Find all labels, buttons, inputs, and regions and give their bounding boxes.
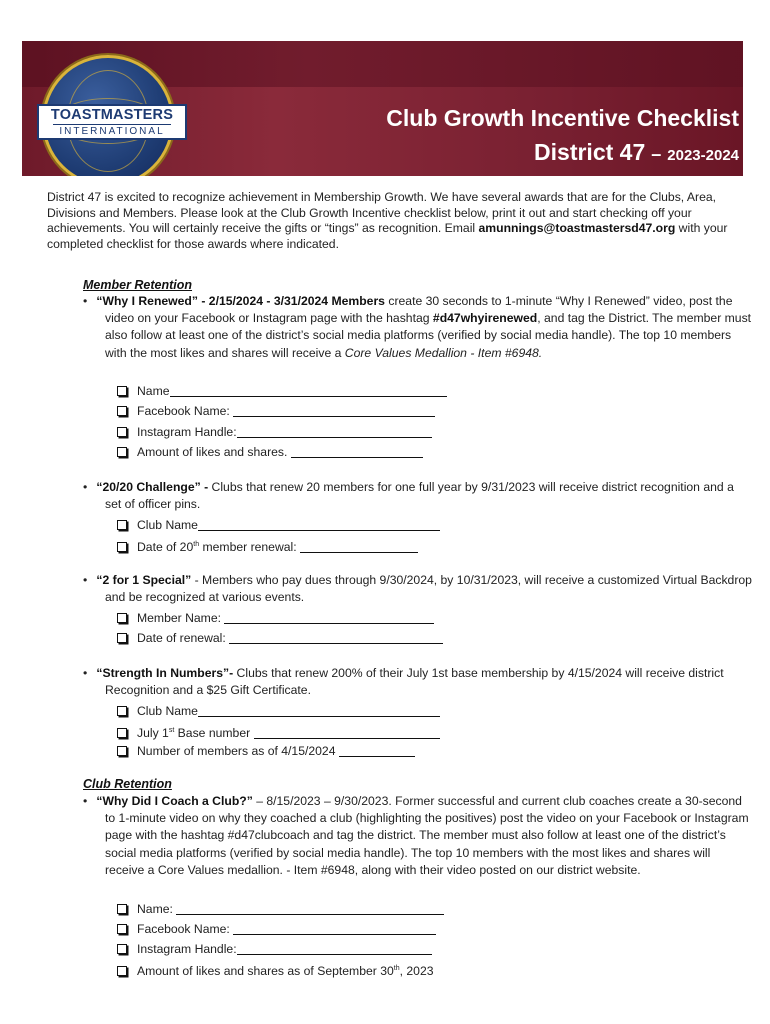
toastmasters-globe-logo [42, 55, 174, 176]
hashtag-text: #d47whyirenewed [432, 311, 538, 326]
checklist-item-club-name-2[interactable] [117, 703, 440, 719]
checklist-item-member-name[interactable] [117, 610, 434, 626]
superscript: th [193, 541, 200, 548]
check-label: Instagram Handle: [137, 942, 237, 956]
fill-in-line[interactable] [237, 943, 432, 955]
year-label: 2023-2024 [667, 147, 739, 164]
checkbox-icon[interactable] [117, 406, 127, 416]
fill-in-line[interactable] [229, 632, 443, 644]
superscript: th [393, 965, 400, 972]
fill-in-line[interactable] [233, 405, 435, 417]
checklist-item-coach-name[interactable] [117, 901, 444, 917]
logo-text-toastmasters: TOASTMASTERS [50, 107, 174, 123]
check-label: Facebook Name: [137, 922, 230, 936]
check-label: Instagram Handle: [137, 425, 237, 439]
checkbox-icon[interactable] [117, 944, 127, 954]
fill-in-line[interactable] [224, 612, 434, 624]
item-title: “Why Did I Coach a Club?” [96, 794, 253, 808]
bullet-icon: • [83, 480, 88, 494]
logo-text-international: INTERNATIONAL [53, 124, 171, 138]
section-heading-member-retention: Member Retention [83, 278, 193, 292]
list-item-strength-in-numbers [83, 665, 753, 699]
item-title: “20/20 Challenge” - [96, 480, 209, 494]
checklist-item-name[interactable] [117, 383, 447, 399]
checkbox-icon[interactable] [117, 924, 127, 934]
fill-in-line[interactable] [339, 745, 415, 757]
check-label: Member Name: [137, 611, 221, 625]
check-label-cont: member renewal: [199, 540, 297, 555]
checkbox-icon[interactable] [117, 728, 127, 738]
check-label: July 1 [137, 726, 169, 741]
fill-in-line[interactable] [198, 705, 440, 717]
fill-in-line[interactable] [291, 446, 423, 458]
logo-ribbon [37, 104, 187, 140]
checklist-item-coach-facebook[interactable] [117, 921, 436, 937]
intro-text-after: with your completed checklist for those awards where indicated. [47, 221, 728, 251]
check-label: Amount of likes and shares as of September 30 [137, 964, 394, 979]
fill-in-line[interactable] [237, 426, 432, 438]
header-banner [22, 41, 743, 176]
check-label: Amount of likes and shares. [137, 445, 288, 459]
list-item-why-coach-club [83, 793, 753, 879]
checkbox-icon[interactable] [117, 706, 127, 716]
title-dash: – [651, 144, 662, 164]
intro-paragraph [47, 190, 737, 252]
fill-in-line[interactable] [198, 519, 440, 531]
checklist-item-coach-instagram[interactable] [117, 941, 432, 957]
list-item-why-renewed [83, 293, 753, 362]
bullet-icon: • [83, 794, 88, 808]
fill-in-line[interactable] [233, 923, 436, 935]
item-title: “2 for 1 Special” [96, 573, 192, 587]
district-year-title [534, 139, 739, 166]
check-label-cont: Base number [174, 726, 251, 741]
fill-in-line[interactable] [254, 727, 440, 739]
check-label-cont: , 2023 [399, 964, 434, 979]
item-text: create 30 seconds to 1-minute “Why I Renewed” video, post the video on your Facebook or Instagram page with the hashtag [105, 294, 733, 326]
contact-email: amunnings@toastmastersd47.org [478, 221, 676, 236]
checkbox-icon[interactable] [117, 613, 127, 623]
check-label: Date of renewal: [137, 631, 226, 645]
checkbox-icon[interactable] [117, 966, 127, 976]
fill-in-line[interactable] [176, 903, 444, 915]
checkbox-icon[interactable] [117, 542, 127, 552]
list-item-2-for-1-special [83, 572, 753, 606]
checklist-item-coach-likes[interactable] [117, 961, 434, 979]
checkbox-icon[interactable] [117, 520, 127, 530]
fill-in-line[interactable] [300, 541, 418, 553]
bullet-icon: • [83, 666, 88, 680]
checklist-item-date-20th-renewal[interactable] [117, 537, 418, 555]
district-label: District 47 [534, 139, 646, 165]
bullet-icon: • [83, 294, 88, 308]
item-text: - Members who pay dues through 9/30/2024, by 10/31/2023, will receive a customized Virtual Backdrop and be recognized at various events. [105, 573, 752, 605]
check-label: Number of members as of 4/15/2024 [137, 744, 336, 758]
checkbox-icon[interactable] [117, 746, 127, 756]
check-label: Facebook Name: [137, 404, 230, 418]
item-title: “Strength In Numbers”- [96, 666, 234, 680]
item-text: Clubs that renew 20 members for one full year by 9/31/2023 will receive district recognition and a set of officer pins. [105, 480, 734, 512]
checklist-item-members-count[interactable] [117, 743, 415, 759]
section-heading-club-retention: Club Retention [83, 777, 172, 791]
intro-text-before: District 47 is excited to recognize achievement in Membership Growth. We have several awards that are for the Clubs, Area, Divisions and Members. Please look at the Club Growth Incentive checklist below, print it out and start checking off your achievements. You will certainly receive the gifts or “tings” as recognition. Email [47, 190, 717, 236]
checkbox-icon[interactable] [117, 633, 127, 643]
page-title: Club Growth Incentive Checklist [386, 105, 739, 131]
item-title: “Why I Renewed” - 2/15/2024 - 3/31/2024 Members [96, 294, 385, 308]
superscript: st [168, 727, 175, 734]
checklist-item-instagram-handle[interactable] [117, 424, 432, 440]
check-label: Club Name [137, 518, 198, 532]
check-label: Name: [137, 902, 173, 916]
checklist-item-club-name[interactable] [117, 517, 440, 533]
checklist-item-facebook-name[interactable] [117, 403, 435, 419]
checkbox-icon[interactable] [117, 386, 127, 396]
bullet-icon: • [83, 573, 88, 587]
check-label: Date of 20 [137, 540, 194, 555]
fill-in-line[interactable] [170, 385, 447, 397]
item-text-cont: , and tag the District. The member must also follow at least one of the district’s social media platforms (verified by social media handle). The top 10 members with the most likes and shares will receive a [105, 311, 752, 360]
item-text: – 8/15/2023 – 9/30/2023. Former successful and current club coaches create a 30-second to 1-minute video on why they coached a club (highlighting the positives) post the video on your Facebook or Instagram page with the hashtag #d47clubcoach and tag the district. The member must also follow at least one of the district’s social media platforms (verified by social media handle). The top 10 members with the most likes and shares will receive a Core Values medallion. - Item #6948, along with their video posted on our district website. [105, 794, 749, 877]
medallion-text: Core Values Medallion - Item #6948. [344, 345, 543, 360]
checkbox-icon[interactable] [117, 447, 127, 457]
check-label: Club Name [137, 704, 198, 718]
checklist-item-base-number[interactable] [117, 723, 440, 741]
checklist-item-likes-shares[interactable] [117, 444, 423, 460]
checkbox-icon[interactable] [117, 904, 127, 914]
list-item-2020-challenge [83, 479, 753, 513]
item-text: Clubs that renew 200% of their July 1st base membership by 4/15/2024 will receive district Recognition and a $25 Gift Certificate. [105, 666, 724, 698]
checkbox-icon[interactable] [117, 427, 127, 437]
check-label: Name [137, 384, 170, 398]
checklist-item-date-of-renewal[interactable] [117, 630, 443, 646]
